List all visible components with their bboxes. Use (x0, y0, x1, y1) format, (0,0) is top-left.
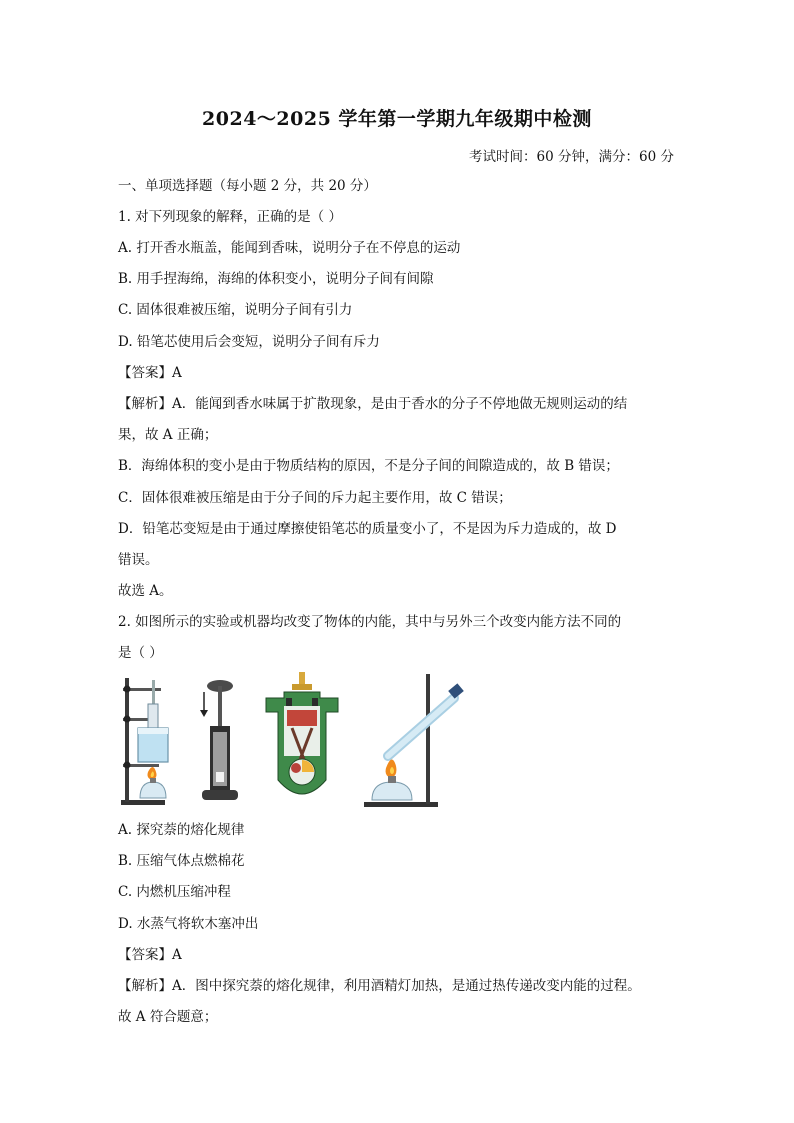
engine-compression-figure (262, 672, 342, 810)
q1-option-d: D. 铅笔芯使用后会变短，说明分子间有斥力 (118, 334, 380, 350)
q1-analysis-line: 【解析】A．能闻到香水味属于扩散现象，是由于香水的分子不停地做无规则运动的结 (118, 396, 628, 412)
q1-analysis-line: 错误。 (118, 552, 159, 568)
section-heading: 一、单项选择题（每小题 2 分，共 20 分） (118, 178, 377, 194)
exam-info: 考试时间：60 分钟，满分：60 分 (469, 149, 674, 165)
q2-answer: 【答案】A (118, 947, 182, 963)
q2-option-a: A. 探究萘的熔化规律 (118, 822, 245, 838)
q1-option-c: C. 固体很难被压缩，说明分子间有引力 (118, 302, 353, 318)
page-title: 2024～2025 学年第一学期九年级期中检测 (202, 108, 592, 130)
q2-figures (118, 672, 478, 812)
q1-option-a: A. 打开香水瓶盖，能闻到香味，说明分子在不停息的运动 (118, 240, 461, 256)
q1-stem: 1. 对下列现象的解释，正确的是（ ） (118, 209, 342, 225)
air-compression-figure (198, 672, 242, 810)
q2-analysis-line: 故 A 符合题意； (118, 1009, 218, 1025)
q1-analysis-line: 果，故 A 正确； (118, 427, 218, 443)
q1-analysis-line: 故选 A。 (118, 583, 173, 599)
steam-cork-figure (362, 672, 478, 810)
q1-option-b: B. 用手捏海绵，海绵的体积变小，说明分子间有间隙 (118, 271, 434, 287)
q1-answer: 【答案】A (118, 365, 182, 381)
q2-stem: 是（ ） (118, 645, 163, 661)
q2-stem: 2. 如图所示的实验或机器均改变了物体的内能，其中与另外三个改变内能方法不同的 (118, 614, 622, 630)
q2-analysis-line: 【解析】A．图中探究萘的熔化规律，利用酒精灯加热，是通过热传递改变内能的过程。 (118, 978, 641, 994)
q1-analysis-line: D．铅笔芯变短是由于通过摩擦使铅笔芯的质量变小了，不是因为斥力造成的，故 D (118, 521, 617, 537)
q1-analysis-line: B．海绵体积的变小是由于物质结构的原因，不是分子间的间隙造成的，故 B 错误； (118, 458, 619, 474)
q2-option-c: C. 内燃机压缩冲程 (118, 884, 231, 900)
naphthalene-melting-figure (118, 672, 176, 810)
q1-analysis-line: C．固体很难被压缩是由于分子间的斥力起主要作用，故 C 错误； (118, 490, 512, 506)
q2-option-b: B. 压缩气体点燃棉花 (118, 853, 245, 869)
q2-option-d: D. 水蒸气将软木塞冲出 (118, 916, 259, 932)
